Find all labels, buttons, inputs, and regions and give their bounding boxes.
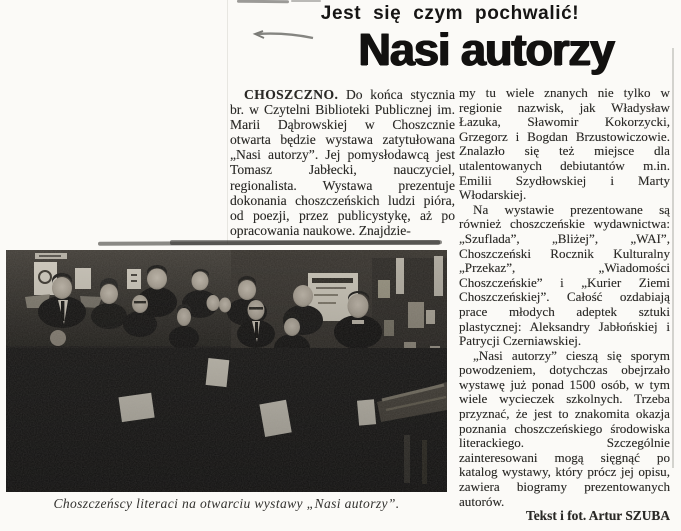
column-rule-right-edge [672, 48, 674, 468]
article-column-left [230, 87, 455, 252]
article-column-right [459, 86, 670, 526]
byline: Tekst i fot. Artur SZUBA [526, 508, 670, 524]
photo-caption: Choszczeńscy literaci na otwarciu wystawy „Nasi autorzy”. [53, 496, 400, 511]
paragraph-text: Do końca stycznia br. w Czytelni Biblioteki Publicznej im. Marii Dąbrowskiej w Choszcznie otwarta będzie wystawa zatytułowana „Nasi autorzy”. Jej pomysłodawcą jest Tomasz Jabłecki, nauczyciel, regionalista. Wystawa prezentuje dokonania choszczeńskich ludzi pióra, od poezji, przez publicystykę, aż po opracowania naukowe. Znajdzie- [230, 87, 455, 238]
paragraph: my tu wiele znanych nie tylko w regionie nazwisk, jak Władysław Łazuka, Sławomir Kokorzycki, Grzegorz i Bogdan Brzustowiczowie. Znalazło się też miejsce dla utalentowanych debiutantów m.in. Emilii Szydłowskiej i Marty Włodarskiej. [459, 86, 670, 203]
article-title: Nasi autorzy [358, 24, 614, 75]
paragraph: „Nasi autorzy” cieszą się sporym powodzeniem, dotychczas obejrzało wystawę już ponad 1500 osób, w tym wiele wycieczek szkolnych. Trzeba przyznać, że jest to znakomita okazja poznania choszczeńskiego środowiska literackiego. Szczególnie zainteresowani mogą sięgnąć po katalog wystawy, który prócz jej opisu, zawiera biogramy prezentowanych autorów. [459, 347, 670, 509]
paragraph [230, 87, 455, 238]
dateline: CHOSZCZNO. [244, 87, 339, 102]
paragraph: Na wystawie prezentowane są również choszczeńskie wydawnictwa: „Szuflada”, „Bliżej”, „WAI”, Choszczeński Rocznik Kulturalny „Przekaz”, „Wiadomości Choszczeńskie” i „Kurier Ziemi Choszczeńskiej”. Całość ozdabiają prace młodych adeptek sztuki plastycznej: Aleksandry Jabłońskiej i Patrycji Czerniawskiej. [459, 201, 670, 349]
article-photo [6, 250, 447, 492]
page-fold-line [227, 0, 228, 244]
photo-grain [6, 250, 447, 492]
kicker-headline: Jest się czym pochwalić! [320, 3, 580, 24]
